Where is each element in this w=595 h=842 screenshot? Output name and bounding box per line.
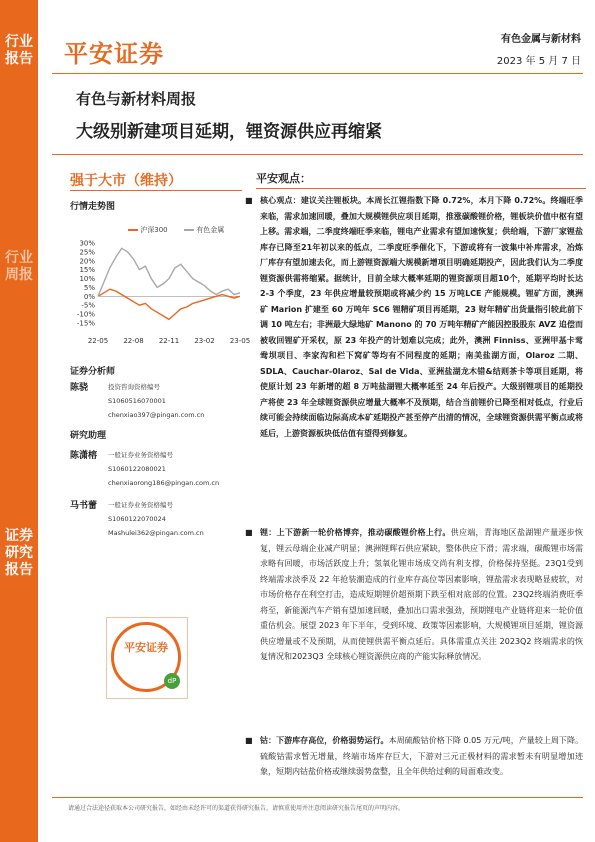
- assistant-info: [108, 498, 204, 540]
- side-bar: [0, 0, 38, 842]
- x-tick-label: 22-11: [158, 337, 180, 345]
- series-line-1: [98, 248, 240, 296]
- side-label-weekly: 行业周报: [5, 250, 33, 283]
- footer-disclaimer: 请通过合法途径获取本公司研究报告，如经由未经许可的渠道获得研究报告，请慎重使用并注意阅读研究报告尾页的声明内容。: [68, 805, 405, 812]
- analyst-cert-no: S1060516070001: [108, 397, 166, 405]
- y-tick-label: 0%: [83, 292, 95, 301]
- assistant-email: Mashulei362@pingan.com.cn: [108, 529, 204, 537]
- paragraph-text: 锂：上下游新一轮价格博弈，推动碳酸锂价格上行。供应端，青海地区盐湖锂产量逐步恢复，锂云母端企业减产明显；澳洲锂辉石供应紧缺，整体供应下滑；需求端，碳酸锂市场需求略有回暖，市场活跃度上升；氢氧化锂市场成交尚有利支撑，价格保持坚挺。23Q1受到终端需求淡季及 22 年抢装潮造成的行业库存高位等因素影响，锂盐需求表现略显疲软，对市场价格存在利空打击，造成短期锂价超预期下跌至相对底部的位置。23Q2终端消费旺季将至，新能源汽车产销有望加速回暖，叠加出口需求强劲，预期锂电产业链将迎来一轮价值重估机会。展望 2023 年下半年，受到环境、政策等因素影响，大规模锂项目延期，锂资源供应增量或不及预期，从而使锂供需平衡点延后。具体需重点关注 2023Q2 终端需求的恢复情况和2023Q3 全球核心锂资源供应商的产能实际释放情况。: [260, 528, 583, 661]
- assistant-section-title: 研究助理: [70, 431, 107, 441]
- viewpoint-divider: [256, 188, 586, 189]
- rating-divider: [70, 190, 242, 191]
- viewpoint-heading: 平安观点：: [256, 172, 311, 185]
- qr-badge-icon: dP: [164, 673, 180, 689]
- x-tick-label: 22-08: [123, 337, 144, 345]
- side-label-research: 证券研究报告: [5, 528, 33, 578]
- title-divider: [52, 154, 583, 155]
- paragraph-cobalt: [245, 733, 583, 780]
- paragraph-lead: 钴：下游库存高位，价格弱势运行。: [260, 736, 389, 745]
- legend-swatch-metals: [184, 229, 194, 231]
- bullet-icon: ■: [245, 736, 253, 745]
- x-tick-label: 23-02: [194, 337, 215, 345]
- report-type: 有色与新材料周报: [76, 90, 197, 108]
- paragraph-text: 钴：下游库存高位，价格弱势运行。本周硫酸钴价格下降 0.05 万元/吨，产量较上周下降。硫酸钴需求暂无增量，终端市场库存巨大，下游对三元正极材料的需求暂未有明显增加迹象，短期内钴盐价格或继续弱势盘整，且全年供给过剩的局面难改变。: [260, 736, 583, 776]
- legend-label-hs300: 沪深300: [140, 226, 168, 234]
- market-trend-chart: [68, 237, 251, 347]
- assistant-cert-type: 一般证券业务资格编号: [108, 501, 173, 509]
- rating-label: 强于大市（维持）: [70, 173, 182, 189]
- y-tick-label: -15%: [76, 319, 95, 328]
- legend-swatch-hs300: [128, 229, 138, 231]
- analyst-email: chenxiao397@pingan.com.cn: [108, 411, 205, 419]
- assistant-email: chenxiaorong186@pingan.com.cn: [108, 479, 220, 487]
- y-tick-label: 25%: [79, 248, 95, 257]
- qr-code: [106, 617, 188, 699]
- doc-category: 有色金属与新材料: [501, 34, 581, 45]
- y-tick-label: 15%: [79, 266, 95, 275]
- y-tick-label: 20%: [79, 257, 95, 266]
- paragraph-text: 核心观点：建议关注锂板块。本周长江锂指数下降 0.72%，本月下降 0.72%。终端旺季来临，需求加速回暖，叠加大规模锂供应项目延期，推涨碳酸锂价格，锂板块价值中枢有望上移。需求端，二季度终端旺季来临，锂电产业需求有望加速恢复；供给端，下游厂家锂盐库存已降至21年初以来的低点，二季度旺季催化下，下游或将有一波集中补库需求，冶炼厂库存有望加速去化，而上游锂资源端大规模新增项目明确延期投产，因此我们认为二季度锂资源供需将缩紧。据统计，目前全球大概率延期的锂资源项目超10个，延期平均时长达 2-3 个季度，23 年供应增量较预期或将减少约 15 万吨LCE 产能规模。锂矿方面，澳洲矿 Marion 扩建至 60 万吨年 SC6 锂精矿项目再延期，23 财年精矿出货量指引较此前下调 10 吨左右；非洲最大绿地矿 Manono 的 70 万吨年精矿产能因控股股东 AVZ 追偿而被收回锂矿开采权，原 23 年投产的计划难以完成；此外，澳洲 Finniss、亚洲甲基卡莺鸯坝项目、李家沟和栏下窝矿等均有不同程度的延期；南美盐湖方面，Olaroz 二期、SDLA、Cauchar-0laroz、Sal de Vida、亚洲盐湖龙木错&结则茶卡等项目延期，将使原计划 23 年新增的超 8 万吨盐湖锂大概率延至 24 年后投产。大级别锂项目的延期投产将使 23 年全球锂资源供应增量大概率不及预期，结合当前锂价已降至相对低点，行业后续可能会持续面临边际高成本矿延期投产甚至停产出清的情况，全球锂资源供需平衡点或将延后，上游资源板块低估值有望得到修复。: [260, 196, 583, 438]
- footer-divider: [52, 797, 583, 798]
- paragraph-lead: 锂：上下游新一轮价格博弈，推动碳酸锂价格上行。: [260, 528, 451, 537]
- y-tick-label: -10%: [76, 310, 95, 319]
- qr-logo-seal: [111, 622, 181, 692]
- qr-seal-text: 平安证券: [124, 641, 168, 654]
- bullet-icon: ■: [245, 528, 253, 537]
- paragraph-lithium: [245, 525, 583, 665]
- x-tick-label: 23-05: [229, 337, 251, 345]
- assistant-cert-no: S1060122070024: [108, 515, 166, 523]
- analyst-name: 陈骁: [70, 383, 89, 393]
- assistant-info: [108, 448, 219, 490]
- y-tick-label: -5%: [81, 301, 95, 310]
- analyst-info: [108, 380, 204, 422]
- x-tick-label: 22-05: [87, 337, 109, 345]
- assistant-cert-no: S1060122080021: [108, 465, 166, 473]
- analyst-section-title: 证券分析师: [70, 367, 116, 377]
- analyst-cert-type: 投资咨询资格编号: [108, 383, 160, 391]
- bullet-icon: ■: [245, 196, 253, 205]
- chart-legend: [128, 225, 224, 235]
- assistant-name: 陈潇榕: [70, 451, 98, 461]
- doc-date: 2023 年 5 月 7 日: [496, 56, 581, 67]
- chart-section-title: 行情走势图: [70, 202, 116, 212]
- assistant-name: 马书蕾: [70, 501, 98, 511]
- brand-logo: 平安证券: [64, 40, 164, 68]
- report-title: 大级别新建项目延期，锂资源供应再缩紧: [76, 122, 382, 142]
- assistant-cert-type: 一般证券业务资格编号: [108, 451, 173, 459]
- paragraph-core-view: [245, 193, 583, 441]
- y-tick-label: 5%: [83, 283, 95, 292]
- legend-label-metals: 有色金属: [196, 226, 225, 234]
- y-tick-label: 10%: [79, 275, 95, 284]
- y-tick-label: 30%: [79, 239, 95, 248]
- side-label-industry-report: 行业报告: [5, 34, 33, 67]
- header-divider: [52, 73, 583, 74]
